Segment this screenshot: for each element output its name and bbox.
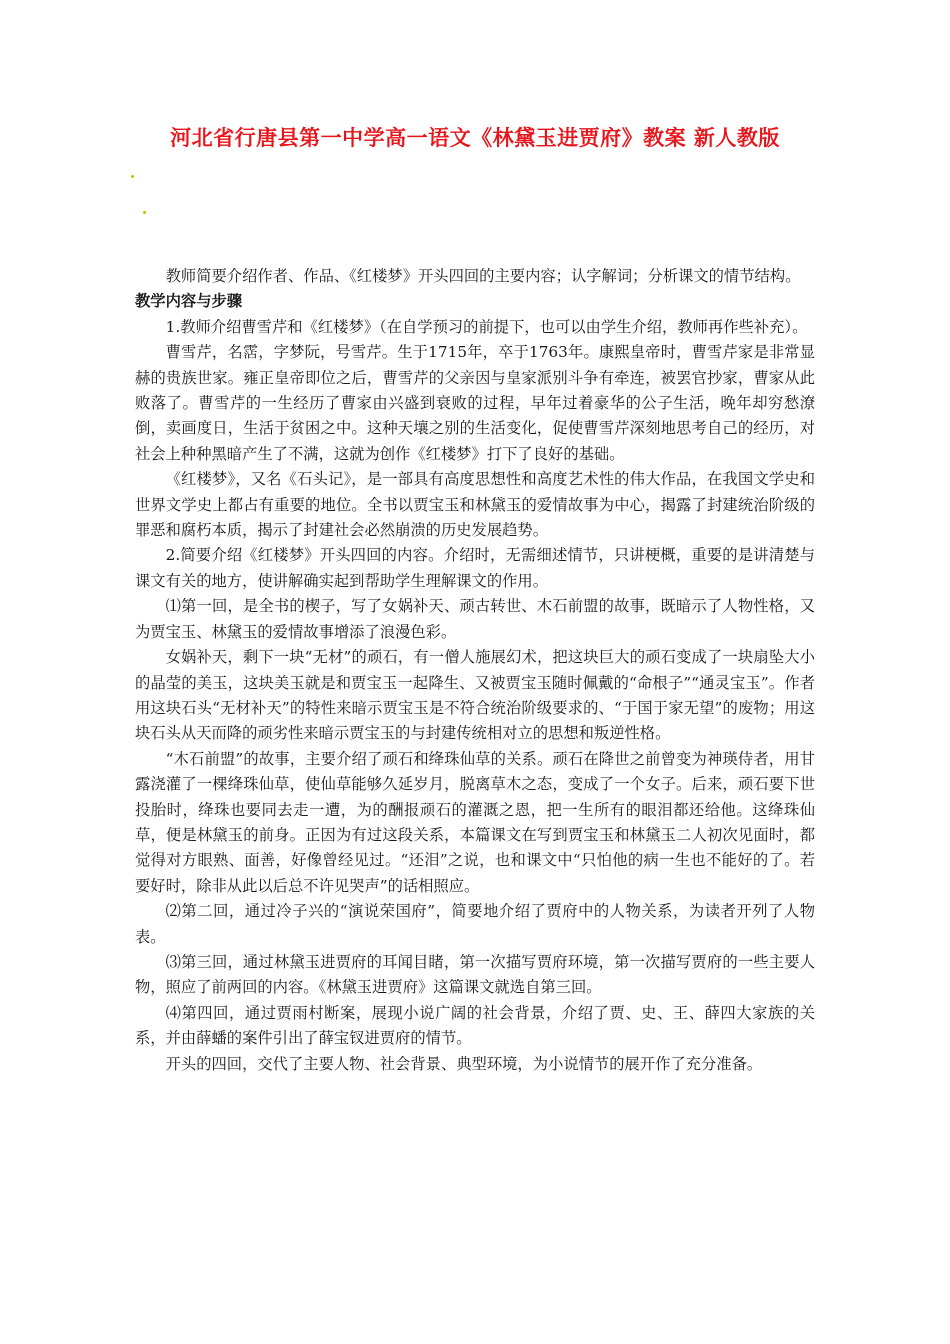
body-paragraph: 1.教师介绍曹雪芹和《红楼梦》（在自学预习的前提下，也可以由学生介绍，教师再作些补充）。: [165, 317, 808, 336]
body-paragraph: 曹雪芹，名霑，字梦阮，号雪芹。生于1715年，卒于1763年。康熙皇帝时，曹雪芹家是非常显赫的贵族世家。雍正皇帝即位之后，曹雪芹的父亲因与皇家派别斗争有牵连，被罢官抄家，曹家从此败落了。曹雪芹的一生经历了曹家由兴盛到衰败的过程，早年过着豪华的公子生活，晚年却穷愁潦倒，卖画度日，生活于贫困之中。这种天壤之别的生活变化，促使曹雪芹深刻地思考自己的经历，对社会上种种黑暗产生了不满，这就为创作《红楼梦》打下了良好的基础。: [135, 343, 815, 463]
body-paragraph: 2.简要介绍《红楼梦》开头四回的内容。介绍时，无需细述情节，只讲梗概，重要的是讲清楚与课文有关的地方，使讲解确实起到帮助学生理解课文的作用。: [135, 546, 815, 590]
decorative-dot: [143, 211, 146, 214]
body-paragraph: 女娲补天，剩下一块“无材”的顽石，有一僧人施展幻术，把这块巨大的顽石变成了一块扇坠大小的晶莹的美玉，这块美玉就是和贾宝玉一起降生、又被贾宝玉随时佩戴的“命根子”“通灵宝玉”。作者用这块石头“无材补天”的特性来暗示贾宝玉是不符合统治阶级要求的、“于国于家无望”的废物；用这块石头从天而降的顽劣性来暗示贾宝玉的与封建传统相对立的思想和叛逆性格。: [135, 648, 815, 743]
body-paragraph: 《红楼梦》，又名《石头记》，是一部具有高度思想性和高度艺术性的伟大作品，在我国文学史和世界文学史上都占有重要的地位。全书以贾宝玉和林黛玉的爱情故事为中心，揭露了封建统治阶级的罪恶和腐朽本质，揭示了封建社会必然崩溃的历史发展趋势。: [135, 470, 815, 540]
body-paragraph: ⑴第一回，是全书的楔子，写了女娲补天、顽古转世、木石前盟的故事，既暗示了人物性格，又为贾宝玉、林黛玉的爱情故事增添了浪漫色彩。: [135, 597, 815, 641]
body-paragraph: ⑶第三回，通过林黛玉进贾府的耳闻目睹，第一次描写贾府环境，第一次描写贾府的一些主要人物，照应了前两回的内容。《林黛玉进贾府》这篇课文就选自第三回。: [135, 952, 815, 997]
document-title: 河北省行唐县第一中学高一语文《林黛玉进贾府》教案 新人教版: [170, 125, 780, 150]
section-heading: 教学内容与步骤: [135, 292, 243, 311]
body-paragraph: ⑷第四回，通过贾雨村断案，展现小说广阔的社会背景，介绍了贾、史、王、薛四大家族的关系，并由薛蟠的案件引出了薛宝钗进贾府的情节。: [135, 1003, 815, 1048]
document-body: [135, 264, 815, 1077]
body-paragraph: “木石前盟”的故事，主要介绍了顽石和绛珠仙草的关系。顽石在降世之前曾变为神瑛侍者，用甘露浇灌了一棵绛珠仙草，使仙草能够久延岁月，脱离草木之态，变成了一个女子。后来，顽石要下世投胎时，绛珠也要同去走一遭，为的酬报顽石的灌溉之恩，把一生所有的眼泪都还给他。这绛珠仙草，便是林黛玉的前身。正因为有过这段关系，本篇课文在写到贾宝玉和林黛玉二人初次见面时，都觉得对方眼熟、面善，好像曾经见过。“还泪”之说，也和课文中“只怕他的病一生也不能好的了。若要好时，除非从此以后总不许见哭声”的话相照应。: [135, 749, 815, 895]
intro-paragraph: 教师简要介绍作者、作品、《红楼梦》开头四回的主要内容；认字解词；分析课文的情节结构。: [165, 267, 801, 285]
body-paragraph: ⑵第二回，通过冷子兴的“演说荣国府”，简要地介绍了贾府中的人物关系，为读者开列了人物表。: [135, 902, 815, 946]
decorative-dot: [131, 175, 134, 178]
body-paragraph: 开头的四回，交代了主要人物、社会背景、典型环境，为小说情节的展开作了充分准备。: [165, 1054, 763, 1073]
